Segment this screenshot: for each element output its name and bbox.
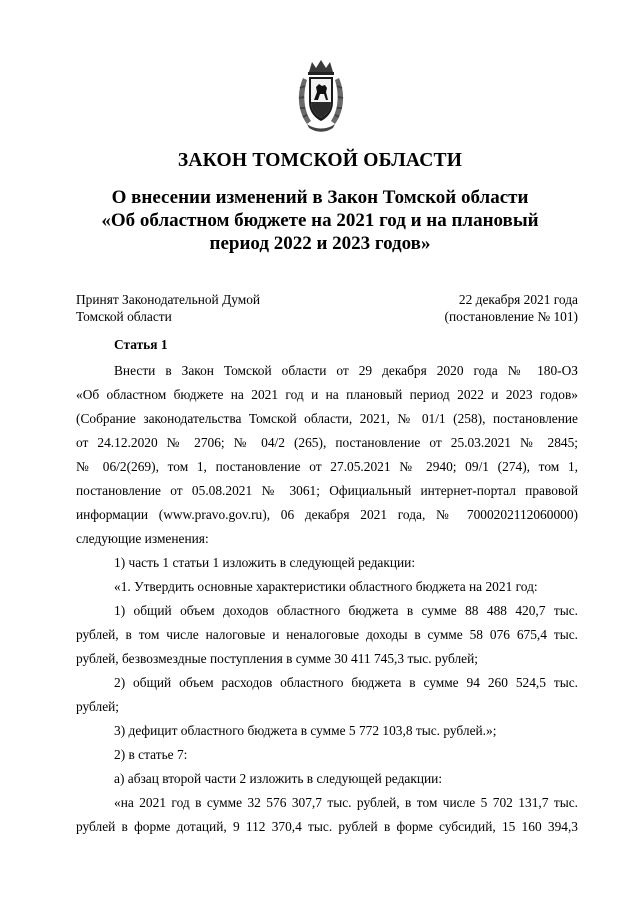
body-line: от 24.12.2020 № 2706; № 04/2 (265), постановление от 25.03.2021 № 2845; [76, 435, 578, 450]
body-line: рублей в форме дотаций, 9 112 370,4 тыс. рублей в форме субсидий, 15 160 394,3 [76, 819, 578, 834]
body-line: «Об областном бюджете на 2021 год и на плановый период 2022 и 2023 годов» [76, 387, 578, 402]
body-line: (Собрание законодательства Томской области, 2021, № 01/1 (258), постановление [76, 411, 578, 426]
article-heading: Статья 1 [114, 337, 168, 352]
adopted-by-line: Томской области [76, 309, 172, 324]
body-line: 2) общий объем расходов областного бюджета в сумме 94 260 524,5 тыс. [114, 675, 578, 690]
adoption-resolution-line: (постановление № 101) [444, 309, 578, 324]
body-line: постановление от 05.08.2021 № 3061; Официальный интернет-портал правовой [76, 483, 578, 498]
law-subtitle [60, 186, 580, 255]
body-line: 1) общий объем доходов областного бюджета в сумме 88 488 420,7 тыс. [114, 603, 578, 618]
body-line: рублей; [76, 699, 120, 714]
body-line: следующие изменения: [76, 531, 209, 546]
subtitle-line: О внесении изменений в Закон Томской области [111, 187, 529, 208]
coat-of-arms-icon [295, 58, 347, 134]
body-line: рублей, в том числе налоговые и неналоговые доходы в сумме 58 076 675,4 тыс. [76, 627, 578, 642]
adoption-date-line: 22 декабря 2021 года [458, 292, 578, 307]
subtitle-line: «Об областном бюджете на 2021 год и на плановый [101, 210, 539, 231]
body-line: 2) в статье 7: [114, 747, 188, 762]
document-body [76, 359, 578, 839]
body-line: «1. Утвердить основные характеристики областного бюджета на 2021 год: [114, 579, 538, 594]
subtitle-line: период 2022 и 2023 годов» [209, 233, 431, 254]
adopted-by-line: Принят Законодательной Думой [76, 292, 261, 307]
adoption-date [445, 291, 578, 325]
law-title: ЗАКОН ТОМСКОЙ ОБЛАСТИ [177, 150, 463, 171]
body-line: рублей, безвозмездные поступления в сумме 30 411 745,3 тыс. рублей; [76, 651, 478, 666]
body-line: 1) часть 1 статьи 1 изложить в следующей редакции: [114, 555, 416, 570]
body-line: а) абзац второй части 2 изложить в следующей редакции: [114, 771, 443, 786]
body-line: Внести в Закон Томской области от 29 декабря 2020 года № 180-ОЗ [114, 363, 578, 378]
body-line: 3) дефицит областного бюджета в сумме 5 772 103,8 тыс. рублей.»; [114, 723, 497, 738]
body-line: № 06/2(269), том 1, постановление от 27.05.2021 № 2940; 09/1 (274), том 1, [76, 459, 578, 474]
adopted-by [76, 291, 260, 325]
body-line: «на 2021 год в сумме 32 576 307,7 тыс. рублей, в том числе 5 702 131,7 тыс. [114, 795, 578, 810]
body-line: информации (www.pravo.gov.ru), 06 декабря 2021 года, № 7000202112060000) [76, 507, 578, 522]
